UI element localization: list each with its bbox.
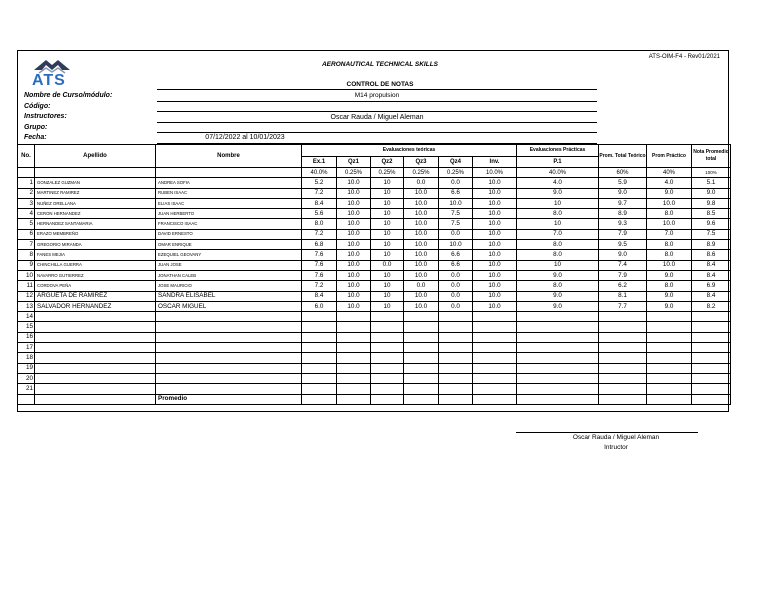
cell-nombre: SANDRA ELISABEL bbox=[156, 291, 302, 301]
weight-qz2: 0.25% bbox=[371, 168, 404, 178]
cell-qz2: 10 bbox=[371, 188, 404, 198]
table-row bbox=[18, 301, 731, 311]
cell-qz1: 10.0 bbox=[337, 291, 371, 301]
weight-prom-practico: 40% bbox=[647, 168, 692, 178]
cell-qz2: 10 bbox=[371, 270, 404, 280]
table-row-empty bbox=[18, 373, 731, 383]
col-apellido: Apellido bbox=[35, 145, 156, 168]
grades-table bbox=[17, 144, 731, 405]
cell-qz3: 10.0 bbox=[404, 250, 439, 260]
cell-nombre: FRANCISCO ISAAC bbox=[156, 219, 302, 229]
cell-nt: 9.0 bbox=[692, 188, 731, 198]
cell-no: 18 bbox=[18, 353, 35, 363]
cell-pt: 8.9 bbox=[599, 209, 647, 219]
cell-p1: 8.0 bbox=[517, 250, 599, 260]
cell-nt: 8.9 bbox=[692, 240, 731, 250]
cell-qz3: 0.0 bbox=[404, 281, 439, 291]
instructores-line bbox=[157, 122, 597, 123]
table-row bbox=[18, 219, 731, 229]
col-inv: Inv. bbox=[473, 156, 517, 168]
cell-pt: 5.9 bbox=[599, 178, 647, 188]
weight-inv: 10.0% bbox=[473, 168, 517, 178]
cell-qz4: 6.6 bbox=[439, 250, 473, 260]
cell-qz3: 10.0 bbox=[404, 229, 439, 239]
table-row bbox=[18, 260, 731, 270]
cell-inv: 10.0 bbox=[473, 198, 517, 208]
cell-nombre: OMAR ENRIQUE bbox=[156, 240, 302, 250]
cell-ex1: 7.2 bbox=[302, 281, 337, 291]
cell-qz2: 10 bbox=[371, 209, 404, 219]
cell-pt: 7.4 bbox=[599, 260, 647, 270]
cell-no: 7 bbox=[18, 240, 35, 250]
document-code: ATS-OIM-F4 - Rev01/2021 bbox=[648, 54, 720, 60]
cell-qz1: 10.0 bbox=[337, 270, 371, 280]
cell-pp: 8.0 bbox=[647, 209, 692, 219]
curso-label: Nombre de Curso/módulo: bbox=[24, 92, 113, 99]
cell-p1: 9.0 bbox=[517, 291, 599, 301]
cell-no: 3 bbox=[18, 198, 35, 208]
cell-nombre: DAVID ERNESTO bbox=[156, 229, 302, 239]
cell-qz1: 10.0 bbox=[337, 250, 371, 260]
cell-qz2: 0.0 bbox=[371, 260, 404, 270]
cell-no: 14 bbox=[18, 312, 35, 322]
cell-ex1: 7.2 bbox=[302, 188, 337, 198]
signature-role: Intructor bbox=[604, 444, 628, 451]
cell-ex1: 7.6 bbox=[302, 250, 337, 260]
col-practicas: Evaluaciones Prácticas bbox=[517, 145, 599, 157]
col-qz2: Qz2 bbox=[371, 156, 404, 168]
cell-qz2: 10 bbox=[371, 281, 404, 291]
instructores-label: Instructores: bbox=[24, 113, 67, 120]
grupo-line bbox=[157, 132, 597, 133]
cell-nombre: ANDREA SOFIA bbox=[156, 178, 302, 188]
cell-qz3: 10.0 bbox=[404, 188, 439, 198]
cell-p1: 7.0 bbox=[517, 229, 599, 239]
cell-qz2: 10 bbox=[371, 198, 404, 208]
cell-no: 6 bbox=[18, 229, 35, 239]
cell-qz1: 10.0 bbox=[337, 178, 371, 188]
cell-ex1: 8.4 bbox=[302, 291, 337, 301]
weight-nota-total: 100% bbox=[692, 168, 731, 178]
cell-apellido: CERON HERNANDEZ bbox=[35, 209, 156, 219]
cell-inv: 10.0 bbox=[473, 250, 517, 260]
cell-no: 8 bbox=[18, 250, 35, 260]
cell-nombre: JUAN JOSE bbox=[156, 260, 302, 270]
cell-pp: 10.0 bbox=[647, 260, 692, 270]
cell-qz1: 10.0 bbox=[337, 188, 371, 198]
codigo-line bbox=[157, 111, 597, 112]
cell-no: 4 bbox=[18, 209, 35, 219]
cell-inv: 10.0 bbox=[473, 270, 517, 280]
cell-qz2: 10 bbox=[371, 250, 404, 260]
cell-nombre: OSCAR MIGUEL bbox=[156, 301, 302, 311]
cell-no: 5 bbox=[18, 219, 35, 229]
cell-qz4: 0.0 bbox=[439, 229, 473, 239]
document-title: AERONAUTICAL TECHNICAL SKILLS bbox=[321, 61, 439, 68]
cell-p1: 10 bbox=[517, 198, 599, 208]
cell-pp: 8.0 bbox=[647, 281, 692, 291]
cell-pt: 7.7 bbox=[599, 301, 647, 311]
cell-ex1: 8.4 bbox=[302, 198, 337, 208]
cell-qz1: 10.0 bbox=[337, 209, 371, 219]
grupo-label: Grupo: bbox=[24, 124, 48, 131]
table-row bbox=[18, 229, 731, 239]
cell-pp: 4.0 bbox=[647, 178, 692, 188]
fecha-value: 07/12/2022 al 10/01/2023 bbox=[205, 134, 285, 141]
cell-pp: 8.0 bbox=[647, 250, 692, 260]
cell-qz4: 10.0 bbox=[439, 198, 473, 208]
cell-qz3: 10.0 bbox=[404, 301, 439, 311]
cell-qz1: 10.0 bbox=[337, 229, 371, 239]
table-row-empty bbox=[18, 322, 731, 332]
cell-qz3: 10.0 bbox=[404, 240, 439, 250]
cell-nt: 6.9 bbox=[692, 281, 731, 291]
cell-ex1: 6.0 bbox=[302, 301, 337, 311]
cell-inv: 10.0 bbox=[473, 240, 517, 250]
cell-nt: 8.2 bbox=[692, 301, 731, 311]
cell-p1: 10 bbox=[517, 219, 599, 229]
cell-apellido: ERAZO MEMBREÑO bbox=[35, 229, 156, 239]
cell-inv: 10.0 bbox=[473, 301, 517, 311]
cell-nt: 8.4 bbox=[692, 291, 731, 301]
cell-inv: 10.0 bbox=[473, 209, 517, 219]
cell-apellido: CORDOVA PEÑA bbox=[35, 281, 156, 291]
document-subtitle: CONTROL DE NOTAS bbox=[346, 81, 414, 88]
table-row-empty bbox=[18, 312, 731, 322]
cell-nt: 8.4 bbox=[692, 270, 731, 280]
cell-qz4: 0.0 bbox=[439, 291, 473, 301]
cell-p1: 9.0 bbox=[517, 301, 599, 311]
weight-qz4: 0.25% bbox=[439, 168, 473, 178]
signature-line bbox=[516, 432, 698, 433]
col-prom-practico: Prom Práctico bbox=[647, 145, 692, 168]
cell-apellido: HERNANDEZ SANTAMARIA bbox=[35, 219, 156, 229]
col-prom-teorico: Prom. Total Teórico bbox=[599, 145, 647, 168]
cell-ex1: 7.2 bbox=[302, 229, 337, 239]
cell-qz2: 10 bbox=[371, 301, 404, 311]
table-row-empty bbox=[18, 363, 731, 373]
cell-apellido: CHINCHILLA GUERRA bbox=[35, 260, 156, 270]
col-nota-total: Nota Promedio total bbox=[692, 145, 731, 168]
table-row bbox=[18, 178, 731, 188]
cell-apellido: MARTINEZ RAMIREZ bbox=[35, 188, 156, 198]
promedio-row bbox=[18, 394, 731, 404]
cell-p1: 8.0 bbox=[517, 281, 599, 291]
table-row bbox=[18, 270, 731, 280]
cell-nt: 9.8 bbox=[692, 198, 731, 208]
logo-text: ATS bbox=[32, 72, 66, 89]
cell-apellido: NUÑEZ ORELLANA bbox=[35, 198, 156, 208]
cell-qz3: 10.0 bbox=[404, 209, 439, 219]
cell-pt: 9.0 bbox=[599, 250, 647, 260]
table-row-empty bbox=[18, 343, 731, 353]
codigo-label: Código: bbox=[24, 103, 51, 110]
cell-ex1: 7.6 bbox=[302, 270, 337, 280]
weight-qz3: 0.25% bbox=[404, 168, 439, 178]
cell-pt: 9.0 bbox=[599, 188, 647, 198]
col-teoricas: Evaluaciones teóricas bbox=[302, 145, 517, 157]
cell-qz3: 10.0 bbox=[404, 219, 439, 229]
cell-pp: 9.0 bbox=[647, 301, 692, 311]
cell-ex1: 8.0 bbox=[302, 219, 337, 229]
cell-inv: 10.0 bbox=[473, 229, 517, 239]
cell-no: 11 bbox=[18, 281, 35, 291]
cell-qz4: 7.5 bbox=[439, 209, 473, 219]
cell-no: 13 bbox=[18, 301, 35, 311]
table-row bbox=[18, 209, 731, 219]
cell-qz1: 10.0 bbox=[337, 219, 371, 229]
cell-apellido: SALVADOR HERNANDEZ bbox=[35, 301, 156, 311]
cell-inv: 10.0 bbox=[473, 281, 517, 291]
cell-qz2: 10 bbox=[371, 219, 404, 229]
cell-pp: 9.0 bbox=[647, 188, 692, 198]
cell-qz4: 6.6 bbox=[439, 188, 473, 198]
cell-qz4: 0.0 bbox=[439, 270, 473, 280]
cell-apellido: NAVARRO GUTIERREZ bbox=[35, 270, 156, 280]
weight-qz1: 0.25% bbox=[337, 168, 371, 178]
cell-pt: 8.1 bbox=[599, 291, 647, 301]
weight-ex1: 40.0% bbox=[302, 168, 337, 178]
header-row bbox=[18, 145, 731, 157]
table-row bbox=[18, 281, 731, 291]
cell-no: 1 bbox=[18, 178, 35, 188]
cell-qz2: 10 bbox=[371, 229, 404, 239]
cell-qz3: 10.0 bbox=[404, 260, 439, 270]
col-ex1: Ex.1 bbox=[302, 156, 337, 168]
cell-qz4: 7.5 bbox=[439, 219, 473, 229]
cell-qz1: 10.0 bbox=[337, 198, 371, 208]
cell-inv: 10.0 bbox=[473, 178, 517, 188]
cell-pp: 10.0 bbox=[647, 198, 692, 208]
curso-line bbox=[157, 101, 597, 102]
cell-p1: 9.0 bbox=[517, 270, 599, 280]
col-nombre: Nombre bbox=[156, 145, 302, 168]
cell-p1: 8.0 bbox=[517, 240, 599, 250]
cell-nt: 7.5 bbox=[692, 229, 731, 239]
cell-pt: 9.3 bbox=[599, 219, 647, 229]
cell-pt: 9.7 bbox=[599, 198, 647, 208]
table-row-empty bbox=[18, 384, 731, 394]
cell-pt: 6.2 bbox=[599, 281, 647, 291]
cell-qz3: 10.0 bbox=[404, 198, 439, 208]
weights-row bbox=[18, 168, 731, 178]
cell-inv: 10.0 bbox=[473, 188, 517, 198]
cell-qz1: 10.0 bbox=[337, 301, 371, 311]
cell-nombre: RUBEN ISAAC bbox=[156, 188, 302, 198]
cell-qz4: 0.0 bbox=[439, 178, 473, 188]
cell-no: 10 bbox=[18, 270, 35, 280]
signature-name: Oscar Rauda / Miguel Aleman bbox=[572, 434, 660, 441]
cell-inv: 10.0 bbox=[473, 291, 517, 301]
cell-nt: 5.1 bbox=[692, 178, 731, 188]
cell-qz1: 10.0 bbox=[337, 240, 371, 250]
cell-ex1: 7.6 bbox=[302, 260, 337, 270]
col-p1: P.1 bbox=[517, 156, 599, 168]
table-row bbox=[18, 240, 731, 250]
cell-no: 21 bbox=[18, 384, 35, 394]
cell-pt: 9.5 bbox=[599, 240, 647, 250]
cell-p1: 9.0 bbox=[517, 188, 599, 198]
fecha-label: Fecha: bbox=[24, 134, 47, 141]
title-underline bbox=[157, 89, 597, 90]
cell-nombre: ELIAS ISAAC bbox=[156, 198, 302, 208]
cell-inv: 10.0 bbox=[473, 260, 517, 270]
cell-ex1: 5.2 bbox=[302, 178, 337, 188]
cell-nt: 9.6 bbox=[692, 219, 731, 229]
cell-no: 9 bbox=[18, 260, 35, 270]
cell-pp: 9.0 bbox=[647, 291, 692, 301]
cell-nt: 8.4 bbox=[692, 260, 731, 270]
cell-pt: 7.9 bbox=[599, 229, 647, 239]
cell-qz2: 10 bbox=[371, 240, 404, 250]
cell-nt: 8.5 bbox=[692, 209, 731, 219]
cell-qz1: 10.0 bbox=[337, 281, 371, 291]
cell-p1: 8.0 bbox=[517, 209, 599, 219]
table-row bbox=[18, 291, 731, 301]
cell-qz4: 6.6 bbox=[439, 260, 473, 270]
cell-inv: 10.0 bbox=[473, 219, 517, 229]
cell-qz4: 0.0 bbox=[439, 281, 473, 291]
cell-pp: 10.0 bbox=[647, 219, 692, 229]
cell-nombre: JONATHAN CALEB bbox=[156, 270, 302, 280]
cell-apellido: GREGORIO MIRANDA bbox=[35, 240, 156, 250]
cell-no: 2 bbox=[18, 188, 35, 198]
cell-apellido: GONZALEZ GUZMAN bbox=[35, 178, 156, 188]
cell-apellido: FANES MEJIA bbox=[35, 250, 156, 260]
weight-prom-teorico: 60% bbox=[599, 168, 647, 178]
instructores-value: Oscar Rauda / Miguel Aleman bbox=[330, 114, 424, 121]
cell-qz2: 10 bbox=[371, 291, 404, 301]
table-row bbox=[18, 188, 731, 198]
cell-no: 19 bbox=[18, 363, 35, 373]
col-qz1: Qz1 bbox=[337, 156, 371, 168]
cell-p1: 4.0 bbox=[517, 178, 599, 188]
cell-nt: 8.6 bbox=[692, 250, 731, 260]
cell-ex1: 5.6 bbox=[302, 209, 337, 219]
cell-nombre: EZEQUIEL GEOVANY bbox=[156, 250, 302, 260]
cell-qz4: 0.0 bbox=[439, 301, 473, 311]
col-qz3: Qz3 bbox=[404, 156, 439, 168]
cell-nombre: JOSE MAURICIO bbox=[156, 281, 302, 291]
cell-ex1: 6.8 bbox=[302, 240, 337, 250]
cell-pp: 9.0 bbox=[647, 270, 692, 280]
cell-qz1: 10.0 bbox=[337, 260, 371, 270]
col-no: No. bbox=[18, 145, 35, 168]
curso-value: M14 propulsion bbox=[354, 92, 400, 99]
cell-no: 17 bbox=[18, 343, 35, 353]
cell-pp: 8.0 bbox=[647, 240, 692, 250]
cell-p1: 10 bbox=[517, 260, 599, 270]
cell-pt: 7.9 bbox=[599, 270, 647, 280]
table-row-empty bbox=[18, 332, 731, 342]
cell-no: 16 bbox=[18, 332, 35, 342]
promedio-label: Promedio bbox=[156, 394, 302, 404]
cell-qz4: 10.0 bbox=[439, 240, 473, 250]
weight-p1: 40.0% bbox=[517, 168, 599, 178]
table-row bbox=[18, 250, 731, 260]
cell-qz3: 10.0 bbox=[404, 291, 439, 301]
cell-pp: 7.0 bbox=[647, 229, 692, 239]
cell-qz3: 10.0 bbox=[404, 270, 439, 280]
col-qz4: Qz4 bbox=[439, 156, 473, 168]
table-row bbox=[18, 198, 731, 208]
cell-no: 20 bbox=[18, 373, 35, 383]
cell-nombre: JUAN HERBERTO bbox=[156, 209, 302, 219]
cell-apellido: ARGUETA DE RAMIREZ bbox=[35, 291, 156, 301]
table-row-empty bbox=[18, 353, 731, 363]
cell-no: 12 bbox=[18, 291, 35, 301]
cell-qz3: 0.0 bbox=[404, 178, 439, 188]
cell-no: 15 bbox=[18, 322, 35, 332]
cell-qz2: 10 bbox=[371, 178, 404, 188]
